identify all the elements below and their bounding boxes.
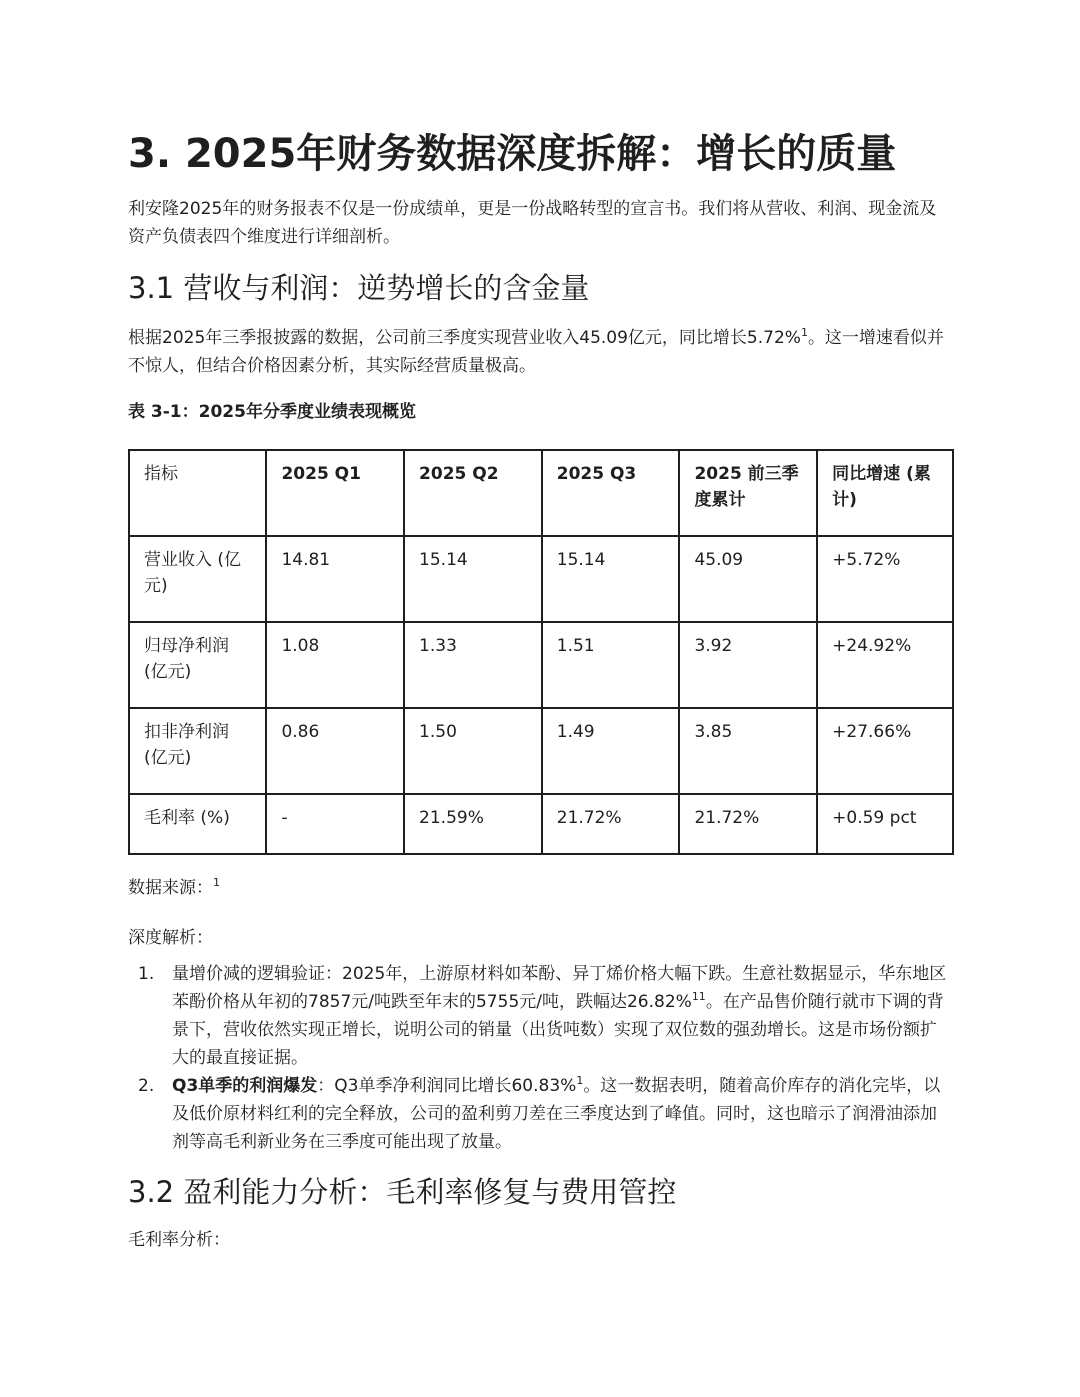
table-cell-metric: 归母净利润 (亿元) [129, 622, 266, 708]
table-header-cell: 2025 Q1 [266, 450, 404, 536]
table-cell: 1.50 [404, 708, 542, 794]
table-header-cell: 同比增速 (累计) [817, 450, 953, 536]
table-cell: 21.72% [542, 794, 680, 854]
table-cell: +5.72% [817, 536, 953, 622]
list-item-text: 。这一数据表明，随着高价库存的消化完毕，以及低价原材料红利的完全释放，公司的盈利剪刀差在三季度达到了峰值。同时，这也暗示了润滑油添加剂等高毛利新业务在三季度可能出现了放量。 [172, 1076, 941, 1152]
paragraph-text: 根据2025年三季报披露的数据，公司前三季度实现营业收入45.09亿元，同比增长5.72% [128, 328, 801, 348]
table-cell: +24.92% [817, 622, 953, 708]
table-cell: 21.59% [404, 794, 542, 854]
table-cell-metric: 营业收入 (亿元) [129, 536, 266, 622]
list-item-number: 1. [138, 964, 155, 984]
table-header-cell: 2025 Q3 [542, 450, 680, 536]
table-cell: 45.09 [679, 536, 817, 622]
quarterly-performance-table [128, 449, 954, 855]
list-item-lead: 量增价减的逻辑验证 [172, 964, 325, 984]
intro-paragraph: 利安隆2025年的财务报表不仅是一份成绩单，更是一份战略转型的宣言书。我们将从营收、利润、现金流及资产负债表四个维度进行详细剖析。 [128, 199, 937, 247]
list-item-text: 。在产品售价随行就市下调的背景下，营收依然实现正增长，说明公司的销量（出货吨数）实现了双位数的强劲增长。这是市场份额扩大的最直接证据。 [172, 992, 944, 1068]
list-item-text: ：Q3单季净利润同比增长60.83% [317, 1076, 577, 1096]
data-source-line [128, 874, 948, 902]
table-cell: 14.81 [266, 536, 404, 622]
table-row [129, 708, 953, 794]
table-cell: 1.08 [266, 622, 404, 708]
table-cell: 1.33 [404, 622, 542, 708]
table-header-row [129, 450, 953, 536]
table-cell-metric: 毛利率 (%) [129, 794, 266, 854]
list-item-text: ：2025年，上游原材料如苯酚、异丁烯价格大幅下跌。生意社数据显示，华东地区苯酚价格从年初的7857元/吨跌至年末的5755元/吨，跌幅达26.82% [172, 964, 947, 1012]
table-cell: 1.51 [542, 622, 680, 708]
footnote-ref[interactable]: 1 [576, 1074, 584, 1087]
table-cell: - [266, 794, 404, 854]
table-row [129, 794, 953, 854]
table-row [129, 622, 953, 708]
table-cell: 1.49 [542, 708, 680, 794]
table-caption: 表 3-1：2025年分季度业绩表现概览 [128, 402, 416, 422]
table-cell: 15.14 [542, 536, 680, 622]
table-cell: 21.72% [679, 794, 817, 854]
table-header-cell: 2025 Q2 [404, 450, 542, 536]
gross-margin-label: 毛利率分析： [128, 1230, 230, 1250]
footnote-ref[interactable]: 11 [691, 990, 706, 1003]
table-cell: +27.66% [817, 708, 953, 794]
list-item [128, 960, 948, 1072]
section-3-1-title: 3.1 营收与利润：逆势增长的含金量 [128, 271, 590, 305]
analysis-label: 深度解析： [128, 928, 213, 948]
footnote-ref[interactable]: 1 [800, 326, 808, 339]
table-header-cell: 2025 前三季度累计 [679, 450, 817, 536]
list-item [128, 1072, 948, 1156]
list-item-lead: Q3单季的利润爆发 [172, 1076, 318, 1096]
footnote-ref[interactable]: 1 [213, 876, 220, 889]
table-cell: +0.59 pct [817, 794, 953, 854]
section-3-2-title: 3.2 盈利能力分析：毛利率修复与费用管控 [128, 1175, 677, 1209]
table-cell: 0.86 [266, 708, 404, 794]
table-cell: 3.85 [679, 708, 817, 794]
paragraph-text: 。这一增速看似并不惊人，但结合价格因素分析，其实际经营质量极高。 [128, 328, 944, 376]
list-item-number: 2. [138, 1076, 155, 1096]
table-cell-metric: 扣非净利润 (亿元) [129, 708, 266, 794]
table-row [129, 536, 953, 622]
data-source-label: 数据来源： [128, 878, 213, 898]
section-3-1-paragraph [128, 324, 948, 380]
table-cell: 3.92 [679, 622, 817, 708]
analysis-list [128, 960, 948, 1156]
table-header-cell: 指标 [129, 450, 266, 536]
table-cell: 15.14 [404, 536, 542, 622]
page-title: 3. 2025年财务数据深度拆解：增长的质量 [128, 131, 897, 177]
